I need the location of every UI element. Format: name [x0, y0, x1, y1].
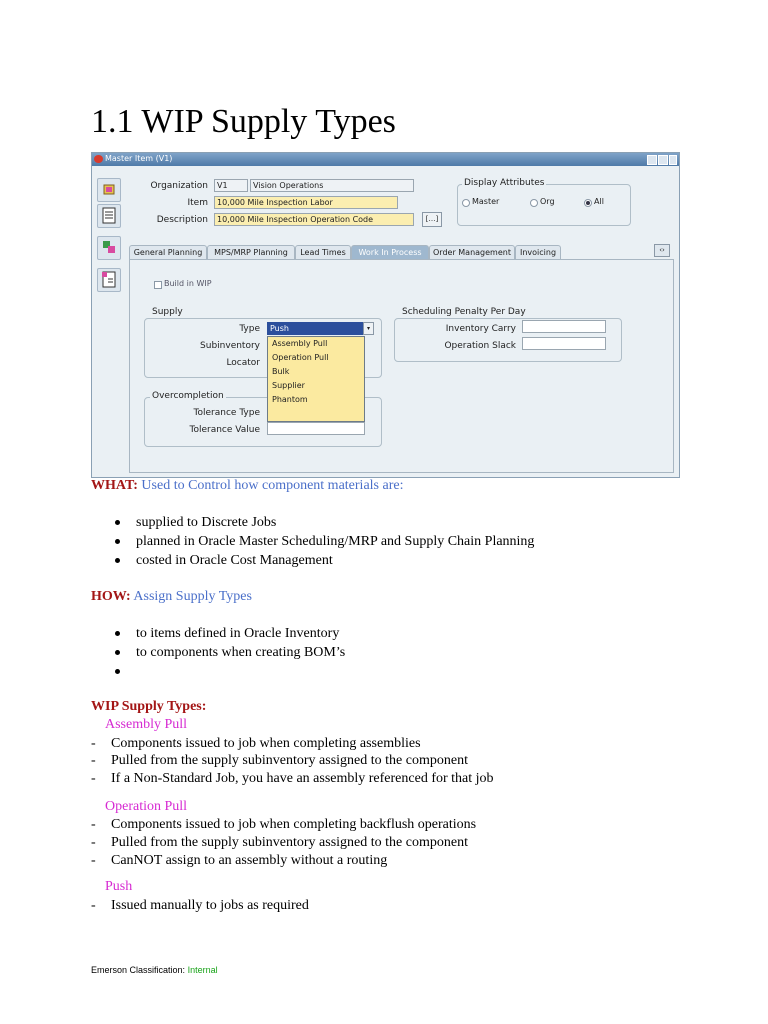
operation-pull-title: Operation Pull [105, 799, 188, 814]
organization-label: Organization [150, 181, 208, 191]
description-editor-button[interactable]: […] [422, 212, 442, 227]
tolerance-value-field[interactable] [267, 422, 365, 435]
description-label: Description [156, 215, 208, 225]
tab-order-management[interactable]: Order Management [429, 245, 515, 259]
locator-label: Locator [226, 358, 260, 368]
dropdown-option-assembly-pull[interactable]: Assembly Pull [272, 339, 328, 348]
supply-type-field[interactable]: Push [267, 322, 367, 335]
dropdown-option-supplier[interactable]: Supplier [272, 381, 305, 390]
bullet-dot [115, 650, 120, 655]
what-bullet-2: planned in Oracle Master Scheduling/MRP and Supply Chain Planning [136, 534, 535, 549]
radio-master[interactable] [462, 199, 470, 207]
operation-slack-field[interactable] [522, 337, 606, 350]
scheduling-penalty-title: Scheduling Penalty Per Day [402, 307, 526, 317]
dropdown-option-bulk[interactable]: Bulk [272, 367, 290, 376]
radio-org-label: Org [540, 197, 555, 206]
overcompletion-title: Overcompletion [152, 391, 224, 401]
inventory-carry-label: Inventory Carry [445, 324, 516, 334]
assembly-pull-item-2: Pulled from the supply subinventory assigned to the component [111, 753, 468, 768]
description-field[interactable]: 10,000 Mile Inspection Operation Code [214, 213, 414, 226]
inventory-carry-field[interactable] [522, 320, 606, 333]
dropdown-option-phantom[interactable]: Phantom [272, 395, 308, 404]
bullet-dot [115, 631, 120, 636]
assembly-pull-item-1: Components issued to job when completing assemblies [111, 736, 421, 751]
operation-pull-item-1: Components issued to job when completing backflush operations [111, 817, 477, 832]
bullet-dot [115, 669, 120, 674]
tolerance-type-label: Tolerance Type [193, 408, 260, 418]
what-text: Used to Control how component materials are: [141, 478, 404, 493]
what-bullet-3: costed in Oracle Cost Management [136, 553, 333, 568]
what-bullet-1: supplied to Discrete Jobs [136, 515, 277, 530]
maximize-icon[interactable] [658, 155, 668, 165]
bullet-dot [115, 558, 120, 563]
form-toolstrip [95, 173, 121, 303]
classification-footer [91, 965, 218, 975]
what-line [91, 477, 403, 494]
supply-title: Supply [152, 307, 183, 317]
tab-lead-times[interactable]: Lead Times [295, 245, 351, 259]
how-text: Assign Supply Types [133, 589, 252, 604]
assembly-pull-item-3: If a Non-Standard Job, you have an assembly referenced for that job [111, 771, 494, 786]
close-icon[interactable] [669, 155, 677, 165]
tab-invoicing[interactable]: Invoicing [515, 245, 561, 259]
classification-value: Internal [187, 965, 218, 975]
operation-slack-label: Operation Slack [444, 341, 516, 351]
bullet-dot [115, 539, 120, 544]
how-line [91, 588, 252, 605]
item-list-icon[interactable] [97, 268, 121, 292]
radio-master-label: Master [472, 197, 500, 206]
build-in-wip-checkbox[interactable] [154, 281, 162, 289]
dash: - [91, 835, 96, 850]
subinventory-label: Subinventory [200, 341, 260, 351]
item-tools-icon[interactable] [97, 236, 121, 260]
dash: - [91, 771, 96, 786]
oracle-logo-icon [94, 155, 103, 163]
how-label: HOW: [91, 589, 131, 604]
tab-work-in-process[interactable]: Work In Process [351, 245, 429, 259]
how-bullet-2: to components when creating BOM’s [136, 645, 346, 660]
dash: - [91, 853, 96, 868]
dash: - [91, 736, 96, 751]
wip-heading: WIP Supply Types: [91, 699, 207, 714]
operation-pull-item-3: CanNOT assign to an assembly without a routing [111, 853, 388, 868]
display-attributes-title: Display Attributes [464, 178, 545, 188]
radio-all[interactable] [584, 199, 592, 207]
page-title: 1.1 WIP Supply Types [91, 103, 396, 140]
build-in-wip-label: Build in WIP [164, 279, 212, 288]
classification-label: Emerson Classification: [91, 965, 186, 975]
dash: - [91, 753, 96, 768]
attachments-icon[interactable] [97, 178, 121, 202]
tab-mps-mrp-planning[interactable]: MPS/MRP Planning [207, 245, 295, 259]
window-titlebar [92, 153, 679, 166]
dropdown-option-operation-pull[interactable]: Operation Pull [272, 353, 329, 362]
organization-code-field[interactable]: V1 [214, 179, 248, 192]
tab-general-planning[interactable]: General Planning [129, 245, 207, 259]
chevron-down-icon[interactable]: ▾ [363, 322, 374, 335]
dash: - [91, 817, 96, 832]
item-label: Item [187, 198, 208, 208]
assembly-pull-title: Assembly Pull [105, 717, 188, 732]
organization-name-field[interactable]: Vision Operations [250, 179, 414, 192]
radio-org[interactable] [530, 199, 538, 207]
radio-all-label: All [594, 197, 604, 206]
tab-scroll-icon[interactable]: ‹› [654, 244, 670, 257]
minimize-icon[interactable] [647, 155, 657, 165]
master-item-form-screenshot [91, 152, 680, 478]
push-item-1: Issued manually to jobs as required [111, 898, 309, 913]
dash: - [91, 898, 96, 913]
supply-type-dropdown[interactable] [267, 336, 365, 422]
how-bullet-1: to items defined in Oracle Inventory [136, 626, 340, 641]
window-title: Master Item (V1) [105, 154, 173, 163]
document-icon[interactable] [97, 204, 121, 228]
what-label: WHAT: [91, 478, 138, 493]
bullet-dot [115, 520, 120, 525]
tolerance-value-label: Tolerance Value [189, 425, 260, 435]
push-title: Push [105, 879, 133, 894]
operation-pull-item-2: Pulled from the supply subinventory assigned to the component [111, 835, 468, 850]
item-field[interactable]: 10,000 Mile Inspection Labor [214, 196, 398, 209]
supply-type-label: Type [239, 324, 260, 334]
